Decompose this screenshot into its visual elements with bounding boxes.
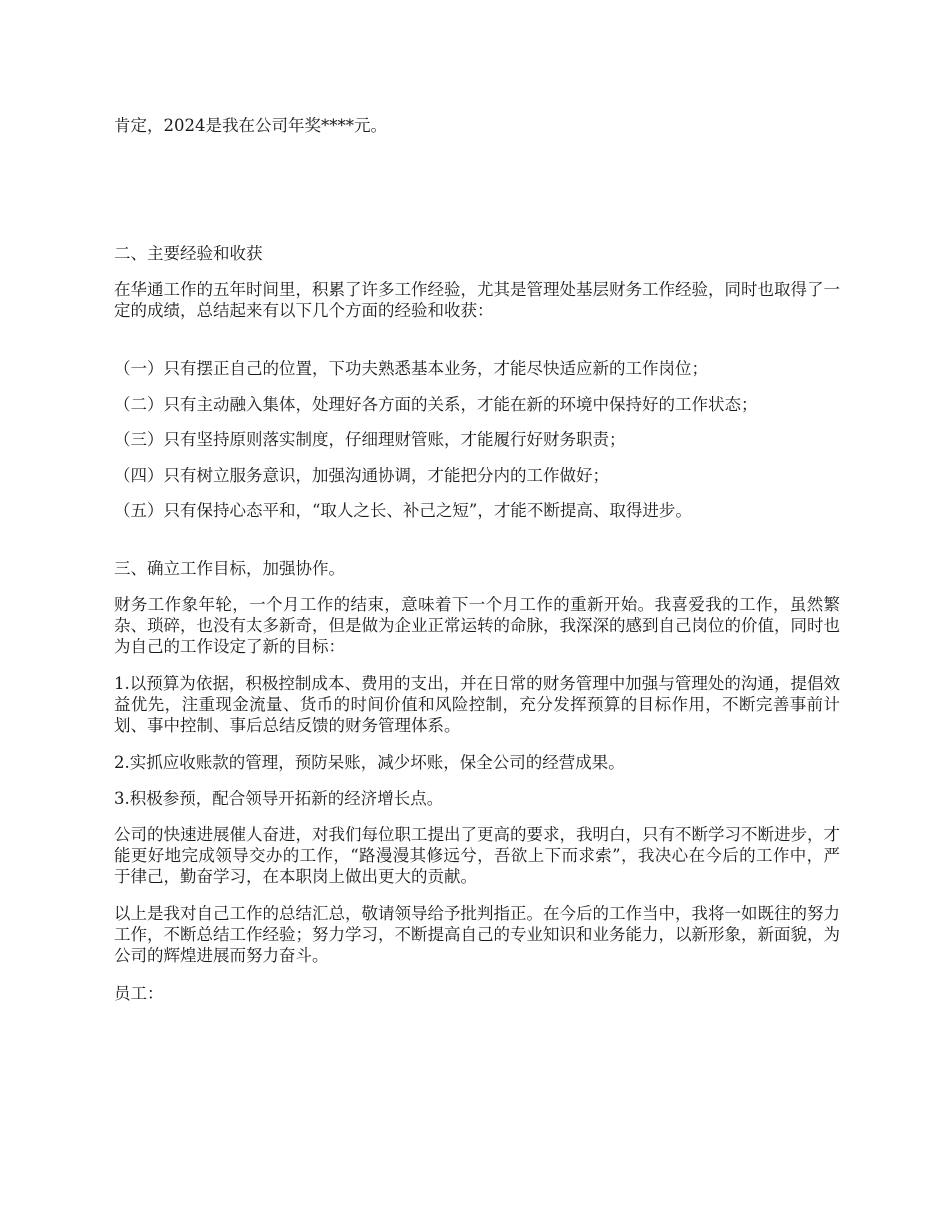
section-2-heading: 二、主要经验和收获 <box>114 244 263 263</box>
lesson-item: （三）只有坚持原则落实制度，仔细理财管账，才能履行好财务职责； <box>114 430 626 449</box>
goal-item: 1.以预算为依据，积极控制成本、费用的支出，并在日常的财务管理中加强与管理处的沟通，提倡效益优先，注重现金流量、货币的时间价值和风险控制，充分发挥预算的目标作用，不断完善事前计划、事中控制、事后总结反馈的财务管理体系。 <box>114 674 840 735</box>
intro-line: 肯定，2024是我在公司年奖****元。 <box>114 116 387 135</box>
lesson-item: （一）只有摆正自己的位置，下功夫熟悉基本业务，才能尽快适应新的工作岗位； <box>114 359 708 378</box>
closing-paragraph-2: 以上是我对自己工作的总结汇总，敬请领导给予批判指正。在今后的工作当中，我将一如既往的努力工作，不断总结工作经验；努力学习，不断提高自己的专业知识和业务能力，以新形象，新面貌，为公司的辉煌进展而努力奋斗。 <box>114 904 840 965</box>
lesson-item: （二）只有主动融入集体，处理好各方面的关系，才能在新的环境中保持好的工作状态； <box>114 395 758 414</box>
section-3-intro: 财务工作象年轮，一个月工作的结束，意味着下一个月工作的重新开始。我喜爱我的工作，虽然繁杂、琐碎，也没有太多新奇，但是做为企业正常运转的命脉，我深深的感到自己岗位的价值，同时也为自己的工作设定了新的目标： <box>114 595 840 656</box>
closing-paragraph-1: 公司的快速进展催人奋进，对我们每位职工提出了更高的要求，我明白，只有不断学习不断进步，才能更好地完成领导交办的工作，“路漫漫其修远兮，吾欲上下而求索”，我决心在今后的工作中，严于律己，勤奋学习，在本职岗上做出更大的贡献。 <box>114 825 840 886</box>
goal-item: 2.实抓应收账款的管理，预防呆账，减少坏账，保全公司的经营成果。 <box>114 753 625 772</box>
lesson-item: （五）只有保持心态平和，“取人之长、补己之短”，才能不断提高、取得进步。 <box>114 501 692 520</box>
lesson-item: （四）只有树立服务意识，加强沟通协调，才能把分内的工作做好； <box>114 466 609 485</box>
section-3-heading: 三、确立工作目标，加强协作。 <box>114 559 345 578</box>
signature-label: 员工： <box>114 984 164 1003</box>
section-2-intro: 在华通工作的五年时间里，积累了许多工作经验，尤其是管理处基层财务工作经验，同时也取得了一定的成绩，总结起来有以下几个方面的经验和收获： <box>114 280 840 320</box>
goal-item: 3.积极参预，配合领导开拓新的经济增长点。 <box>114 789 444 808</box>
